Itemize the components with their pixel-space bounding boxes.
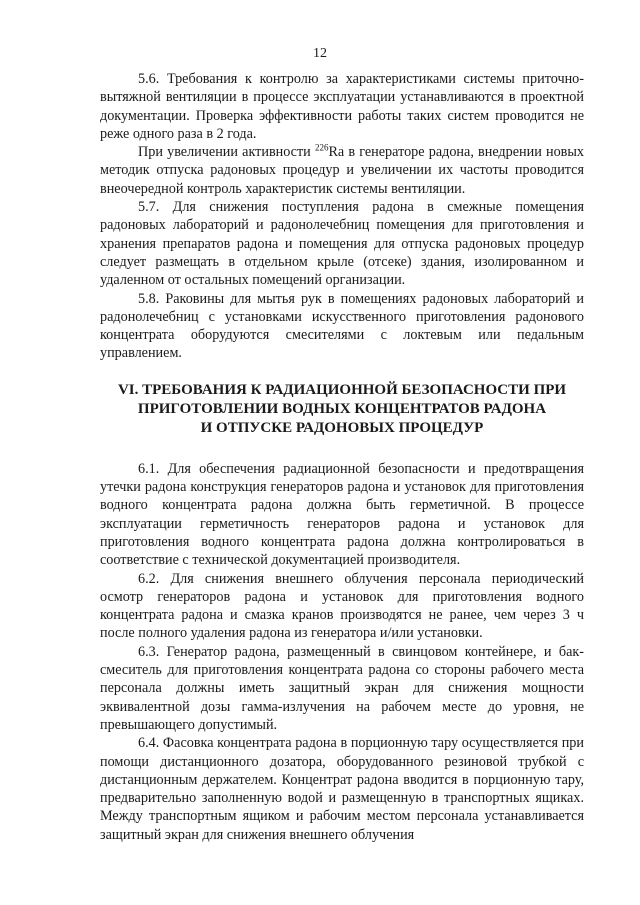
paragraph-radium-activity [100,143,584,198]
page-number: 12 [313,46,327,61]
paragraph-text-pre: При увеличении активности [138,144,315,161]
paragraph-5-7: 5.7. Для снижения поступления радона в смежные помещения радоновых лабораторий и радонолечебниц помещения для приготовления и хранения препаратов радона и помещения для отпуска радоновых процедур следует размещать в отдельном крыле (отсеке) здания, изолированном и удаленном от остальных помещений организации. [100,199,584,289]
paragraph-5-8: 5.8. Раковины для мытья рук в помещениях радоновых лабораторий и радонолечебниц с установками искусственного приготовления радонового концентрата оборудуются смесителями с локтевым или педальным управлением. [100,290,584,362]
page-content [100,70,584,844]
paragraph-6-3: 6.3. Генератор радона, размещенный в свинцовом контейнере, и бак-смеситель для приготовления концентрата радона со стороны рабочего места персонала должны иметь защитный экран для снижения мощности эквивалентной дозы гамма-излучения на рабочем месте до уровня, не превышающего допустимый. [100,643,584,733]
section-heading [100,381,584,438]
paragraph-5-6: 5.6. Требования к контролю за характеристиками системы приточно-вытяжной вентиляции в процессе эксплуатации устанавливаются в проектной документации. Проверка эффективности работы таких систем проводится не реже одного раза в 2 года. [100,71,584,142]
paragraph-6-2: 6.2. Для снижения внешнего облучения персонала периодический осмотр генераторов радона и установок для приготовления водного концентрата радона и смазка кранов производятся не ранее, чем через 3 ч после полного удаления радона из генератора и/или установки. [100,570,584,642]
section-heading-line-3: И ОТПУСКЕ РАДОНОВЫХ ПРОЦЕДУР [200,419,484,436]
isotope-mass-number: 226 [314,142,329,153]
section-heading-line-1: VI. ТРЕБОВАНИЯ К РАДИАЦИОННОЙ БЕЗОПАСНОСТИ ПРИ [117,381,567,398]
paragraph-6-4: 6.4. Фасовка концентрата радона в порционную тару осуществляется при помощи дистанционного дозатора, оборудованного резиновой трубкой с дистанционным держателем. Концентрат радона вводится в порционную тару, предварительно заполненную водой и размещенную в транспортных ящиках. Между транспортным ящиком и рабочим местом персонала устанавливается защитный экран для снижения внешнего облучения [100,735,584,843]
section-heading-line-2: ПРИГОТОВЛЕНИИ ВОДНЫХ КОНЦЕНТРАТОВ РАДОНА [137,400,547,417]
paragraph-text-post: Ra в генераторе радона, внедрении новых методик отпуска радоновых процедур и увеличении их частоты проводится внеочередной контроль характеристик системы вентиляции. [100,144,584,197]
paragraph-6-1: 6.1. Для обеспечения радиационной безопасности и предотвращения утечки радона конструкция генераторов радона и установок для приготовления водного концентрата радона должна быть герметичной. В процессе эксплуатации герметичность генераторов радона и установок для приготовления водного концентрата радона должна контролироваться в соответствие с технической документацией производителя. [100,460,584,569]
